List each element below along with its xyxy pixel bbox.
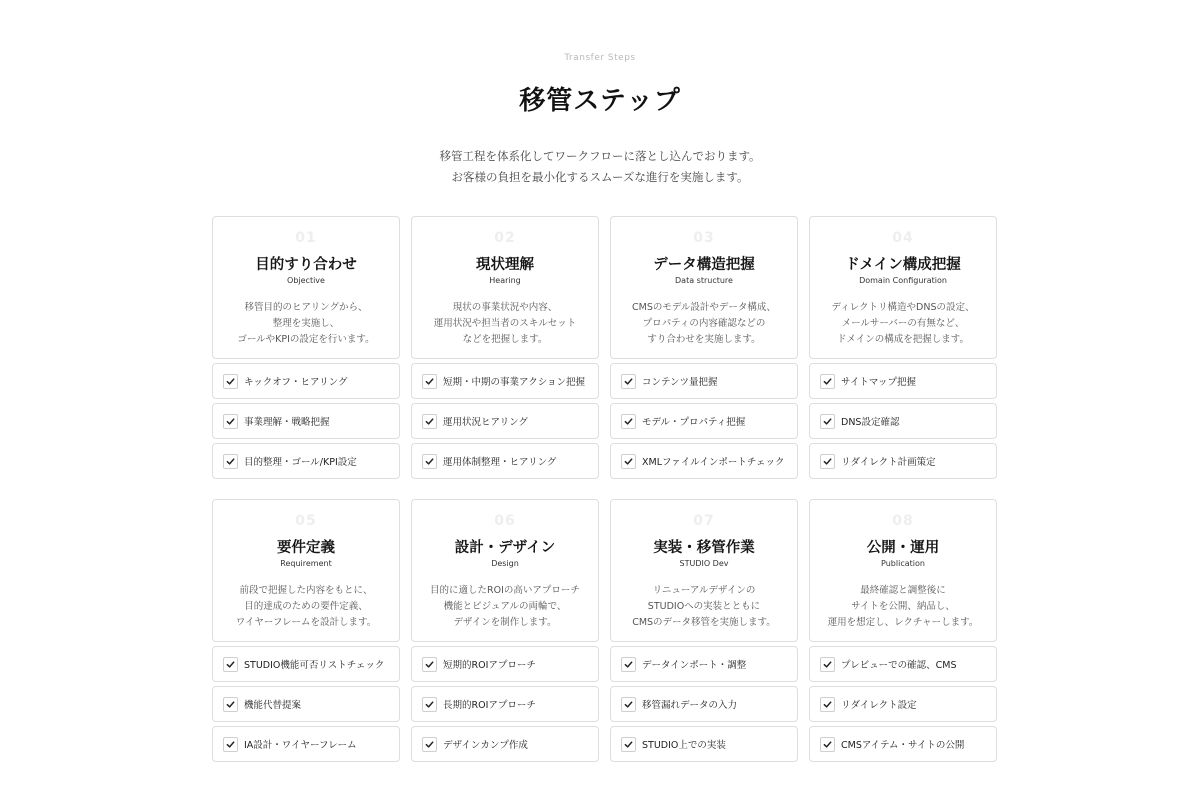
step-title: 現状理解: [476, 257, 534, 273]
step-column: [411, 499, 599, 762]
step-number: 04: [892, 230, 914, 246]
step-subtitle: Domain Configuration: [859, 276, 947, 285]
step-description-line: STUDIOへの実装とともに: [647, 601, 761, 612]
step-description-line: 現状の事業状況や内容、: [452, 302, 558, 313]
step-column: [809, 499, 997, 762]
step-description-line: 整理を実施し、: [272, 318, 340, 329]
step-number: 07: [693, 513, 715, 529]
check-icon: [621, 657, 636, 672]
step-title: データ構造把握: [653, 257, 755, 273]
checklist-label: 機能代替提案: [244, 700, 302, 711]
step-subtitle: Requirement: [280, 559, 332, 568]
checklist-item: [610, 363, 798, 399]
check-icon: [422, 657, 437, 672]
step-description: [810, 300, 996, 348]
intro-line: 移管工程を体系化してワークフローに落とし込んでおります。: [439, 149, 761, 163]
check-icon: [621, 414, 636, 429]
check-icon: [223, 414, 238, 429]
check-icon: [820, 454, 835, 469]
check-icon: [820, 414, 835, 429]
step-description-line: ディレクトリ構造やDNSの設定、: [831, 302, 975, 313]
step-card: [809, 216, 997, 359]
step-description: [611, 583, 797, 631]
step-description-line: 運用状況や担当者のスキルセット: [433, 318, 577, 329]
checklist-item: [411, 646, 599, 682]
checklist-label: 短期的ROIアプローチ: [443, 660, 536, 671]
step-description-line: CMSのデータ移管を実施します。: [632, 617, 776, 628]
step-title: ドメイン構成把握: [845, 257, 961, 273]
checklist-item: [411, 686, 599, 722]
step-description-line: ゴールやKPIの設定を行います。: [237, 334, 375, 345]
step-card: [610, 499, 798, 642]
check-icon: [820, 697, 835, 712]
checklist-item: [610, 726, 798, 762]
step-description: [213, 300, 399, 348]
check-icon: [422, 374, 437, 389]
step-description-line: サイトを公開、納品し、: [851, 601, 955, 612]
checklist-label: 長期的ROIアプローチ: [443, 700, 536, 711]
step-number: 01: [295, 230, 317, 246]
step-description-line: 移管目的のヒアリングから、: [244, 302, 368, 313]
check-icon: [223, 454, 238, 469]
step-description-line: 前段で把握した内容をもとに、: [239, 585, 373, 596]
checklist-label: STUDIO上での実装: [642, 740, 726, 751]
step-title: 実装・移管作業: [653, 540, 755, 556]
checklist-item: [411, 726, 599, 762]
step-number: 08: [892, 513, 914, 529]
section-eyebrow: Transfer Steps: [564, 53, 636, 63]
step-description-line: 目的達成のための要件定義、: [244, 601, 368, 612]
check-icon: [621, 697, 636, 712]
step-column: [610, 499, 798, 762]
check-icon: [223, 697, 238, 712]
step-description-line: 目的に適したROIの高いアプローチ: [430, 585, 580, 596]
checklist-label: キックオフ・ヒアリング: [244, 377, 348, 388]
step-description-line: ワイヤーフレームを設計します。: [235, 617, 377, 628]
checklist-label: 目的整理・ゴール/KPI設定: [244, 457, 357, 468]
step-number: 05: [295, 513, 317, 529]
step-subtitle: Hearing: [489, 276, 521, 285]
step-description-line: 最終確認と調整後に: [860, 585, 946, 596]
checklist-item: [212, 726, 400, 762]
step-description-line: すり合わせを実施します。: [647, 334, 761, 345]
checklist-item: [610, 443, 798, 479]
step-description-line: プロパティの内容確認などの: [642, 318, 766, 329]
checklist-label: サイトマップ把握: [841, 377, 916, 388]
check-icon: [223, 737, 238, 752]
checklist-item: [411, 363, 599, 399]
checklist-label: 移管漏れデータの入力: [642, 700, 738, 711]
step-card: [411, 499, 599, 642]
checklist-item: [809, 403, 997, 439]
step-column: [809, 216, 997, 479]
check-icon: [223, 374, 238, 389]
step-description-line: 運用を想定し、レクチャーします。: [827, 617, 979, 628]
step-description: [412, 300, 598, 348]
step-description: [810, 583, 996, 631]
step-subtitle: STUDIO Dev: [679, 559, 729, 568]
checklist-label: リダイレクト設定: [841, 700, 917, 711]
check-icon: [223, 657, 238, 672]
checklist-item: [411, 443, 599, 479]
checklist-item: [212, 363, 400, 399]
checklist-label: コンテンツ量把握: [642, 377, 718, 388]
checklist-item: [809, 686, 997, 722]
step-description-line: メールサーバーの有無など、: [841, 318, 965, 329]
step-number: 03: [693, 230, 715, 246]
step-description: [611, 300, 797, 348]
check-icon: [422, 697, 437, 712]
check-icon: [820, 374, 835, 389]
checklist-label: リダイレクト計画策定: [841, 457, 936, 468]
step-subtitle: Publication: [881, 559, 925, 568]
step-description-line: デザインを制作します。: [453, 617, 557, 628]
step-description-line: などを把握します。: [462, 334, 548, 345]
step-card: [411, 216, 599, 359]
step-description-line: ドメインの構成を把握します。: [837, 334, 969, 345]
intro-line: お客様の負担を最小化するスムーズな進行を実施します。: [451, 170, 749, 184]
step-column: [411, 216, 599, 479]
step-title: 公開・運用: [866, 540, 940, 556]
step-card: [610, 216, 798, 359]
step-description: [213, 583, 399, 631]
step-number: 02: [494, 230, 516, 246]
step-card: [212, 499, 400, 642]
step-card: [212, 216, 400, 359]
step-subtitle: Objective: [287, 276, 325, 285]
step-column: [212, 499, 400, 762]
step-description-line: リニューアルデザインの: [652, 585, 756, 596]
checklist-item: [610, 686, 798, 722]
check-icon: [422, 454, 437, 469]
checklist-label: STUDIO機能可否リストチェック: [244, 660, 385, 671]
checklist-item: [411, 403, 599, 439]
check-icon: [422, 737, 437, 752]
checklist-label: モデル・プロパティ把握: [642, 417, 746, 428]
checklist-label: 事業理解・戦略把握: [244, 417, 330, 428]
checklist-label: 短期・中期の事業アクション把握: [443, 377, 586, 388]
checklist-item: [212, 686, 400, 722]
check-icon: [820, 657, 835, 672]
steps-row: [212, 216, 989, 479]
step-number: 06: [494, 513, 516, 529]
check-icon: [621, 737, 636, 752]
section-title: 移管ステップ: [519, 86, 681, 116]
step-description: [412, 583, 598, 631]
checklist-label: XMLファイルインポートチェック: [642, 457, 785, 468]
step-column: [610, 216, 798, 479]
checklist-label: データインポート・調整: [642, 660, 747, 671]
checklist-item: [809, 726, 997, 762]
checklist-item: [610, 403, 798, 439]
checklist-label: IA設計・ワイヤーフレーム: [244, 740, 357, 751]
step-title: 要件定義: [277, 540, 335, 556]
checklist-label: デザインカンプ作成: [443, 740, 528, 751]
step-card: [809, 499, 997, 642]
step-description-line: CMSのモデル設計やデータ構成、: [632, 302, 776, 313]
checklist-item: [610, 646, 798, 682]
step-column: [212, 216, 400, 479]
checklist-item: [809, 443, 997, 479]
step-subtitle: Data structure: [675, 276, 733, 285]
checklist-label: DNS設定確認: [841, 417, 900, 428]
check-icon: [621, 374, 636, 389]
checklist-label: 運用体制整理・ヒアリング: [443, 457, 557, 468]
checklist-item: [809, 646, 997, 682]
checklist-label: CMSアイテム・サイトの公開: [841, 740, 965, 751]
steps-grid: [212, 216, 989, 782]
checklist-item: [212, 646, 400, 682]
checklist-label: 運用状況ヒアリング: [443, 417, 528, 428]
check-icon: [422, 414, 437, 429]
step-description-line: 機能とビジュアルの両輪で、: [443, 601, 567, 612]
checklist-item: [809, 363, 997, 399]
step-title: 設計・デザイン: [454, 540, 556, 556]
section-intro: [0, 146, 1200, 188]
checklist-label: プレビューでの確認、CMS: [841, 660, 957, 671]
checklist-item: [212, 403, 400, 439]
check-icon: [820, 737, 835, 752]
step-title: 目的すり合わせ: [255, 257, 357, 273]
steps-row: [212, 499, 989, 762]
step-subtitle: Design: [491, 559, 519, 568]
check-icon: [621, 454, 636, 469]
checklist-item: [212, 443, 400, 479]
